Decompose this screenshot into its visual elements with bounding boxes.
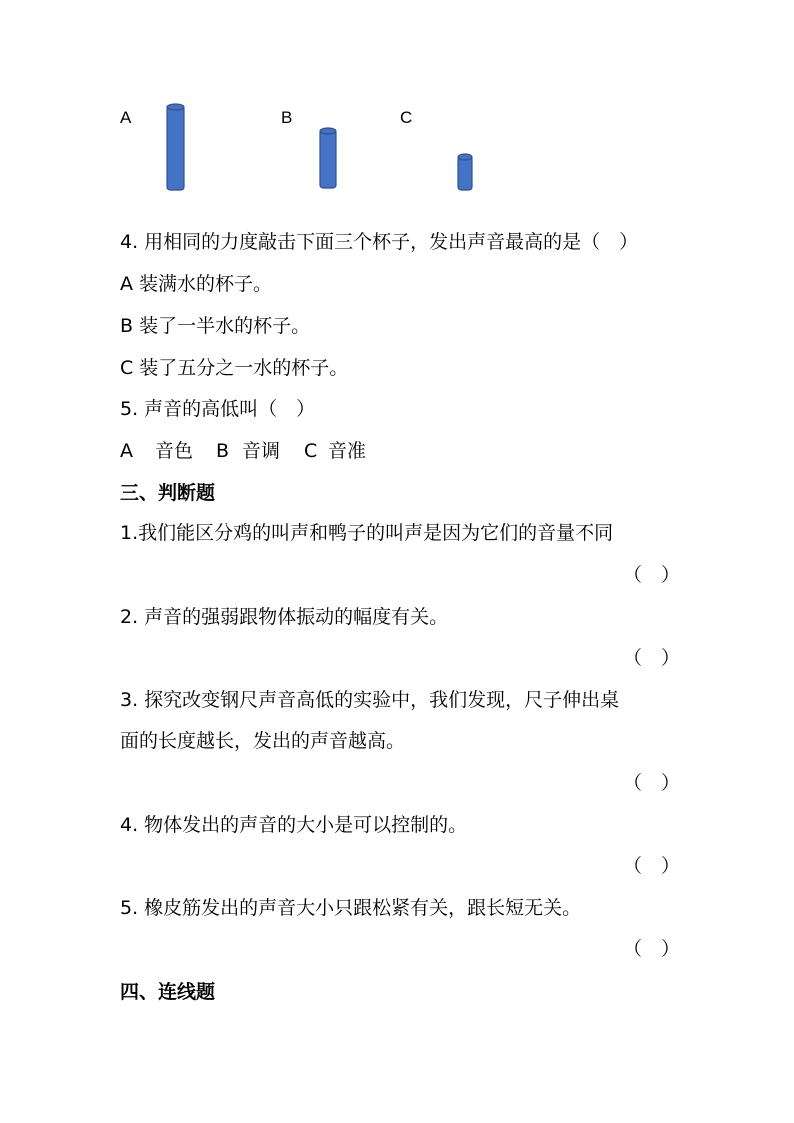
judge-item-2-text: 2. 声音的强弱跟物体振动的幅度有关。	[120, 606, 449, 628]
tube-b	[317, 126, 341, 192]
judge-item-1-text: 1.我们能区分鸡的叫声和鸭子的叫声是因为它们的音量不同	[120, 522, 614, 544]
question-4-stem: 4. 用相同的力度敲击下面三个杯子，发出声音最高的是（ ）	[120, 231, 639, 253]
question-5-option-a-letter: A	[120, 440, 133, 462]
section-heading-judge: 三、判断题	[120, 482, 216, 504]
judge-item-4-answer-blank[interactable]: （ ）	[623, 855, 681, 877]
tube-label-c: C	[400, 108, 413, 127]
question-5-option-c-text: 音准	[328, 440, 367, 462]
judge-item-4-text: 4. 物体发出的声音的大小是可以控制的。	[120, 814, 468, 836]
tube-c	[455, 152, 477, 194]
question-5-option-b-letter: B	[216, 440, 230, 462]
question-4-option-c: C 装了五分之一水的杯子。	[120, 357, 349, 379]
question-5-stem: 5. 声音的高低叫（ ）	[120, 398, 316, 420]
judge-item-2-answer-blank[interactable]: （ ）	[623, 647, 681, 669]
question-5-option-c-letter: C	[304, 440, 318, 462]
judge-item-3-answer-blank[interactable]: （ ）	[623, 772, 681, 794]
tube-label-b: B	[281, 108, 293, 127]
tube-label-a: A	[120, 108, 132, 127]
judge-item-3-text-line1: 3. 探究改变钢尺声音高低的实验中，我们发现，尺子伸出桌	[120, 689, 620, 711]
section-heading-match: 四、连线题	[120, 981, 216, 1003]
tube-a	[164, 102, 188, 194]
question-4-option-b: B 装了一半水的杯子。	[120, 315, 311, 337]
judge-item-5-text: 5. 橡皮筋发出的声音大小只跟松紧有关，跟长短无关。	[120, 897, 582, 919]
judge-item-1-answer-blank[interactable]: （ ）	[623, 564, 681, 586]
question-5-option-a-text: 音色	[155, 440, 194, 462]
question-5-option-b-text: 音调	[242, 440, 281, 462]
judge-item-3-text-line2: 面的长度越长，发出的声音越高。	[120, 730, 406, 752]
question-4-option-a: A 装满水的杯子。	[120, 273, 273, 295]
judge-item-5-answer-blank[interactable]: （ ）	[623, 938, 681, 960]
